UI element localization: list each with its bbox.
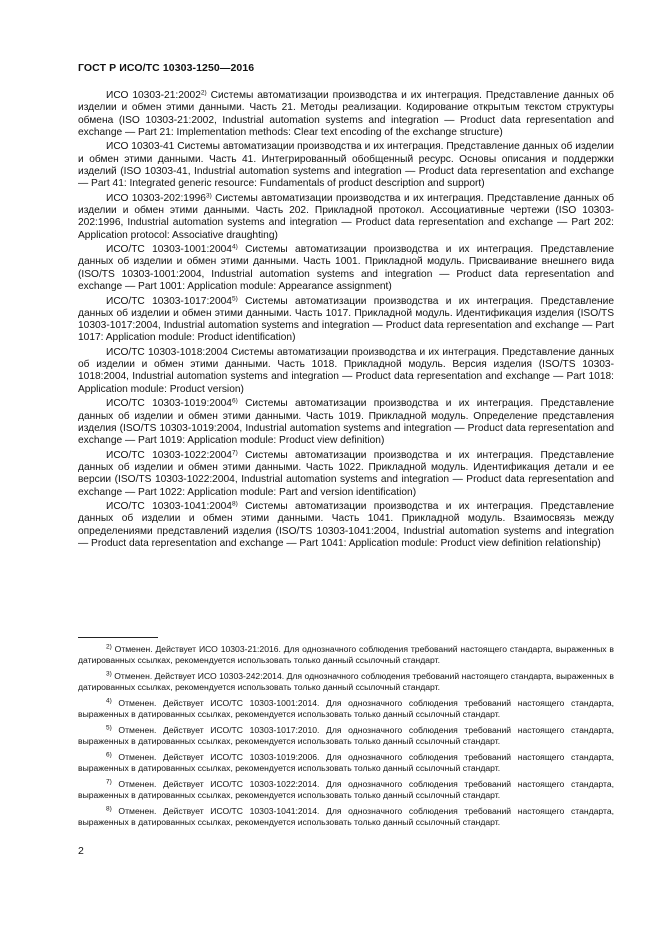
footnote-text: Отменен. Действует ИСО/ТС 10303-1022:2014. Для однозначного соблюдения требований настоящего стандарта, выраженных в датированных ссылках, рекомендуется использовать только данный ссылочный стандарт.: [78, 779, 614, 801]
footnote-item: [78, 752, 614, 774]
reference-code: ИСО/ТС 10303-1019:2004: [106, 398, 232, 410]
footnote-item: [78, 644, 614, 666]
footnote-mark: 7): [231, 449, 238, 457]
reference-code: ИСО/ТС 10303-1001:2004: [106, 244, 232, 256]
reference-text: Системы автоматизации производства и их интеграция. Представление данных об изделии и обмен этими данными. Часть 202. Прикладной протокол. Ассоциативные чертежи (ISO 10303-202:1996, Industrial automation systems and integration — Product data representation and exchange — Part 202: Application protocol: Associative draughting): [78, 192, 614, 241]
references-list: [78, 90, 614, 552]
footnotes-list: [78, 644, 614, 833]
footnote-item: [78, 698, 614, 720]
footnote-mark: 5): [231, 295, 238, 302]
footnote-mark: 6): [231, 397, 238, 405]
reference-item: [78, 193, 614, 242]
reference-text: Системы автоматизации производства и их интеграция. Представление данных об изделии и обмен этими данными. Часть 21. Методы реализации. Кодирование открытым текстом структуры обмена (ISO 10303-21:2002, Industrial automation systems and integration — Product data representation and exchange — Part 21: Implementation methods: Clear text encoding of the exchange structure): [78, 90, 614, 138]
reference-text: Системы автоматизации производства и их интеграция. Представление данных об изделии и обмен этими данными. Часть 1019. Прикладной модуль. Определение представления изделия (ISO/TS 10303-1019:2004, Industrial automation systems and integration — Product data representation and exchange — Part 1019: Application module: Product view definition): [78, 398, 614, 447]
reference-text: Системы автоматизации производства и их интеграция. Представление данных об изделии и обмен этими данными. Часть 1022. Прикладной модуль. Идентификация детали и ее версии (ISO/TS 10303-1022:2004, Industrial automation systems and integration — Product data representation and exchange — Part 1022: Application module: Part and version identification): [78, 449, 614, 498]
reference-code: ИСО 10303-21:2002: [106, 90, 201, 101]
footnote-item: [78, 671, 614, 693]
reference-code: ИСО 10303-202:1996: [106, 192, 206, 204]
reference-item: [78, 398, 614, 447]
footnote-mark: 3): [205, 192, 212, 200]
footnote-text: Отменен. Действует ИСО/ТС 10303-1017:2010. Для однозначного соблюдения требований настоящего стандарта, выраженных в датированных ссылках, рекомендуется использовать только данный ссылочный стандарт.: [78, 725, 614, 747]
footnote-mark: 2): [200, 89, 207, 97]
footnote-mark: 4): [231, 243, 238, 251]
reference-item: [78, 141, 614, 190]
reference-item: [78, 244, 614, 293]
footnote-item: [78, 779, 614, 801]
footnote-text: Отменен. Действует ИСО 10303-21:2016. Для однозначного соблюдения требований настоящего стандарта, выраженных в датированных ссылках, рекомендуется использовать только данный ссылочный стандарт.: [78, 644, 614, 666]
reference-text: Системы автоматизации производства и их интеграция. Представление данных об изделии и обмен этими данными. Часть 1018. Прикладной модуль. Версия изделия (ISO/TS 10303-1018:2004, Industrial automation systems and integration — Product data representation and exchange — Part 1018: Application module: Product version): [78, 346, 614, 395]
reference-code: ИСО/ТС 10303-1017:2004: [106, 295, 232, 307]
footnote-text: Отменен. Действует ИСО/ТС 10303-1019:2006. Для однозначного соблюдения требований настоящего стандарта, выраженных в датированных ссылках, рекомендуется использовать только данный ссылочный стандарт.: [78, 752, 614, 774]
footnote-mark: 3): [106, 670, 112, 678]
reference-code: ИСО/ТС 10303-1018:2004: [106, 346, 228, 358]
page-number: 2: [78, 845, 84, 857]
footnote-divider: [78, 637, 158, 638]
reference-item: [78, 90, 614, 139]
footnote-mark: 8): [106, 805, 112, 813]
footnote-mark: 2): [106, 643, 112, 651]
reference-code: ИСО/ТС 10303-1041:2004: [106, 501, 232, 512]
footnote-mark: 6): [106, 751, 112, 759]
reference-code: ИСО/ТС 10303-1022:2004: [106, 449, 232, 461]
footnote-text: Отменен. Действует ИСО 10303-242:2014. Для однозначного соблюдения требований настоящего стандарта, выраженных в датированных ссылках, рекомендуется использовать только данный ссылочный стандарт.: [78, 671, 614, 693]
reference-code: ИСО 10303-41: [106, 141, 175, 153]
reference-item: [78, 296, 614, 345]
reference-item: [78, 347, 614, 396]
footnote-mark: 5): [106, 724, 112, 732]
reference-text: Системы автоматизации производства и их интеграция. Представление данных об изделии и обмен этими данными. Часть 1017. Прикладной модуль. Идентификация изделия (ISO/TS 10303-1017:2004, Industrial automation systems and integration — Product data representation and exchange — Part 1017: Application module: Product identification): [78, 295, 614, 344]
footnote-mark: 4): [106, 697, 112, 705]
reference-item: [78, 450, 614, 499]
reference-text: Системы автоматизации производства и их интеграция. Представление данных об изделии и обмен этими данными. Часть 41. Интегрированный обобщенный ресурс. Основы описания и поддержки изделий (ISO 10303-41, Industrial automation systems and integration — Product data representation and exchange — Part 41: Integrated generic resource: Fundamentals of product description and support): [78, 141, 614, 190]
footnote-text: Отменен. Действует ИСО/ТС 10303-1041:2014. Для однозначного соблюдения требований настоящего стандарта, выраженных в датированных ссылках, рекомендуется использовать только данный ссылочный стандарт.: [78, 806, 614, 828]
reference-item: [78, 501, 614, 550]
footnote-text: Отменен. Действует ИСО/ТС 10303-1001:2014. Для однозначного соблюдения требований настоящего стандарта, выраженных в датированных ссылках, рекомендуется использовать только данный ссылочный стандарт.: [78, 698, 614, 720]
footnote-mark: 7): [106, 778, 112, 786]
footnote-mark: 8): [231, 500, 238, 508]
document-header: ГОСТ Р ИСО/ТС 10303-1250—2016: [78, 62, 255, 74]
footnote-item: [78, 806, 614, 828]
reference-text: Системы автоматизации производства и их интеграция. Представление данных об изделии и обмен этими данными. Часть 1001. Прикладной модуль. Присваивание внешнего вида (ISO/TS 10303-1001:2004, Industrial automation systems and integration — Product data representation and exchange — Part 1001: Application module: Appearance assignment): [78, 244, 614, 293]
footnote-item: [78, 725, 614, 747]
reference-text: Системы автоматизации производства и их интеграция. Представление данных об изделии и обмен этими данными. Часть 1041. Прикладной модуль. Взаимосвязь между определениями представлений изделия (ISO/TS 10303-1041:2004, Industrial automation systems and integration — Product data representation and exchange — Part 1041: Application module: Product view definition relationship): [78, 501, 614, 549]
